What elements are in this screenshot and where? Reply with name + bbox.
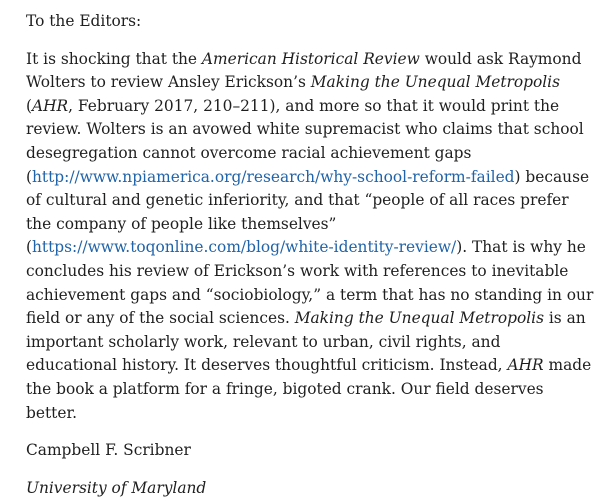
npiamerica-link[interactable]: http://www.npiamerica.org/research/why-school-reform-failed (32, 167, 515, 186)
body-text: It is shocking that the (26, 49, 202, 68)
body-text: , February 2017, 210–211), and more so that it would print the review. Wolters is an avowed white supremacist who claims that school desegregation cannot overcome racial achievement gaps ( (26, 96, 584, 186)
toqonline-link[interactable]: https://www.toqonline.com/blog/white-identity-review/ (32, 238, 457, 257)
body-text: ) because of cultural and genetic inferiority, and that “people of all races prefer the company of people like themselves” ( (26, 167, 590, 257)
letter (26, 2, 596, 500)
body-text: would ask Raymond Wolters to review Ansley Erickson’s (26, 49, 582, 92)
body-text: ( (26, 96, 33, 115)
author-name: Campbell F. Scribner (26, 441, 191, 460)
journal-title: American Historical Review (201, 49, 420, 68)
letter-body (26, 48, 596, 426)
book-title: Making the Unequal Metropolis (294, 309, 544, 328)
journal-abbreviation: AHR (32, 96, 69, 115)
journal-abbreviation: AHR (507, 356, 544, 375)
author-affiliation: University of Maryland (26, 478, 207, 497)
body-text: made the book a platform for a fringe, bigoted crank. Our field deserves better. (26, 356, 592, 422)
book-title: Making the Unequal Metropolis (310, 73, 560, 92)
salutation: To the Editors: (26, 12, 142, 30)
body-text: ). That is why he concludes his review of Erickson’s work with references to inevitable achievement gaps and “sociobiology,” a term that has no standing in our field or any of the social sciences. (26, 238, 594, 328)
body-text: is an important scholarly work, relevant to urban, civil rights, and educational history. It deserves thoughtful criticism. Instead, (26, 309, 586, 375)
